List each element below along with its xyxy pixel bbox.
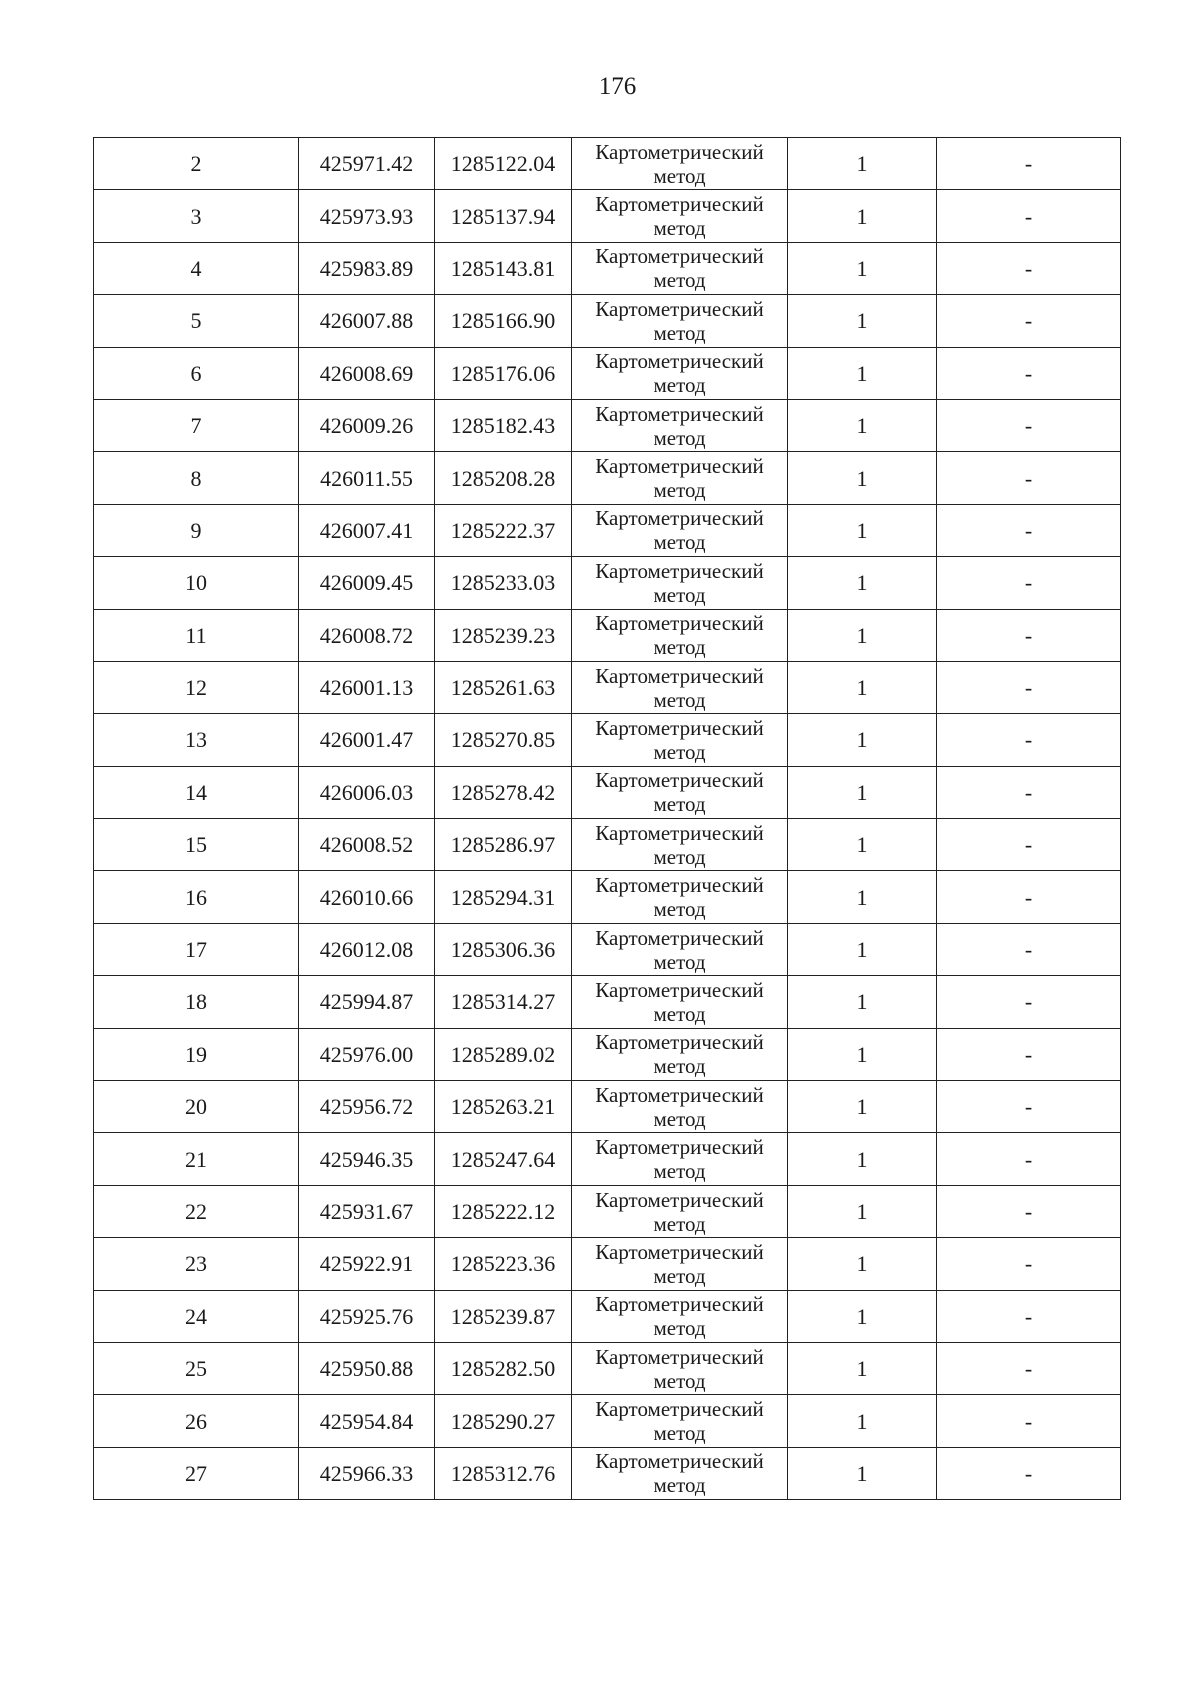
y-coordinate-cell: 1285222.37 (435, 504, 572, 556)
x-coordinate-cell: 425954.84 (299, 1395, 435, 1447)
x-coordinate-cell: 425956.72 (299, 1081, 435, 1133)
accuracy-cell: 1 (788, 923, 937, 975)
method-label-line2: метод (653, 530, 706, 555)
description-cell: - (937, 1238, 1121, 1290)
method-label-line2: метод (653, 1421, 706, 1446)
method-label-line2: метод (653, 425, 706, 450)
table-row (94, 819, 1121, 871)
accuracy-cell: 1 (788, 871, 937, 923)
point-number-cell: 8 (94, 452, 299, 504)
method-cell (572, 347, 788, 399)
method-cell (572, 819, 788, 871)
method-cell (572, 661, 788, 713)
x-coordinate-cell: 425983.89 (299, 242, 435, 294)
point-number-cell: 25 (94, 1342, 299, 1394)
method-label-line2: метод (653, 949, 706, 974)
point-number-cell: 14 (94, 766, 299, 818)
method-cell (572, 923, 788, 975)
point-number-cell: 22 (94, 1185, 299, 1237)
table-row (94, 976, 1121, 1028)
method-cell (572, 242, 788, 294)
method-label-line1: Картометрический (595, 192, 764, 217)
accuracy-cell: 1 (788, 976, 937, 1028)
method-cell (572, 504, 788, 556)
y-coordinate-cell: 1285294.31 (435, 871, 572, 923)
accuracy-cell: 1 (788, 399, 937, 451)
method-label-line2: метод (653, 897, 706, 922)
accuracy-cell: 1 (788, 661, 937, 713)
coordinates-table (93, 137, 1121, 1500)
description-cell: - (937, 1447, 1121, 1499)
y-coordinate-cell: 1285222.12 (435, 1185, 572, 1237)
accuracy-cell: 1 (788, 1185, 937, 1237)
accuracy-cell: 1 (788, 819, 937, 871)
description-cell: - (937, 1185, 1121, 1237)
accuracy-cell: 1 (788, 295, 937, 347)
description-cell: - (937, 242, 1121, 294)
method-label-line2: метод (653, 1368, 706, 1393)
description-cell: - (937, 399, 1121, 451)
y-coordinate-cell: 1285278.42 (435, 766, 572, 818)
method-label-line2: метод (653, 1473, 706, 1498)
method-label-line1: Картометрический (595, 977, 764, 1002)
point-number-cell: 24 (94, 1290, 299, 1342)
method-cell (572, 190, 788, 242)
method-cell (572, 1342, 788, 1394)
point-number-cell: 6 (94, 347, 299, 399)
point-number-cell: 17 (94, 923, 299, 975)
method-label-line1: Картометрический (595, 820, 764, 845)
table-row (94, 399, 1121, 451)
method-label-line1: Картометрический (595, 1292, 764, 1317)
method-cell (572, 609, 788, 661)
table-row (94, 1081, 1121, 1133)
table-row (94, 1238, 1121, 1290)
method-label-line2: метод (653, 582, 706, 607)
y-coordinate-cell: 1285239.23 (435, 609, 572, 661)
point-number-cell: 3 (94, 190, 299, 242)
y-coordinate-cell: 1285143.81 (435, 242, 572, 294)
description-cell: - (937, 190, 1121, 242)
description-cell: - (937, 661, 1121, 713)
point-number-cell: 19 (94, 1028, 299, 1080)
method-label-line1: Картометрический (595, 296, 764, 321)
description-cell: - (937, 138, 1121, 190)
accuracy-cell: 1 (788, 609, 937, 661)
point-number-cell: 26 (94, 1395, 299, 1447)
method-label-line2: метод (653, 268, 706, 293)
accuracy-cell: 1 (788, 138, 937, 190)
accuracy-cell: 1 (788, 714, 937, 766)
accuracy-cell: 1 (788, 557, 937, 609)
x-coordinate-cell: 426010.66 (299, 871, 435, 923)
method-label-line1: Картометрический (595, 139, 764, 164)
method-cell (572, 1395, 788, 1447)
accuracy-cell: 1 (788, 1028, 937, 1080)
method-label-line1: Картометрический (595, 454, 764, 479)
description-cell: - (937, 452, 1121, 504)
point-number-cell: 20 (94, 1081, 299, 1133)
table-row (94, 190, 1121, 242)
method-label-line2: метод (653, 1106, 706, 1131)
method-label-line2: метод (653, 478, 706, 503)
point-number-cell: 27 (94, 1447, 299, 1499)
method-label-line1: Картометрический (595, 401, 764, 426)
table-row (94, 242, 1121, 294)
page-number: 176 (598, 73, 637, 100)
method-label-line2: метод (653, 216, 706, 241)
method-label-line2: метод (653, 1159, 706, 1184)
y-coordinate-cell: 1285247.64 (435, 1133, 572, 1185)
method-cell (572, 399, 788, 451)
y-coordinate-cell: 1285239.87 (435, 1290, 572, 1342)
y-coordinate-cell: 1285314.27 (435, 976, 572, 1028)
method-label-line1: Картометрический (595, 244, 764, 269)
description-cell: - (937, 766, 1121, 818)
method-cell (572, 766, 788, 818)
x-coordinate-cell: 426008.52 (299, 819, 435, 871)
x-coordinate-cell: 426001.13 (299, 661, 435, 713)
y-coordinate-cell: 1285263.21 (435, 1081, 572, 1133)
method-label-line2: метод (653, 1054, 706, 1079)
point-number-cell: 9 (94, 504, 299, 556)
description-cell: - (937, 557, 1121, 609)
x-coordinate-cell: 426006.03 (299, 766, 435, 818)
method-label-line1: Картометрический (595, 715, 764, 740)
table-row (94, 138, 1121, 190)
accuracy-cell: 1 (788, 504, 937, 556)
y-coordinate-cell: 1285286.97 (435, 819, 572, 871)
method-cell (572, 1185, 788, 1237)
x-coordinate-cell: 426011.55 (299, 452, 435, 504)
x-coordinate-cell: 426001.47 (299, 714, 435, 766)
y-coordinate-cell: 1285306.36 (435, 923, 572, 975)
table-row (94, 1342, 1121, 1394)
x-coordinate-cell: 425946.35 (299, 1133, 435, 1185)
point-number-cell: 4 (94, 242, 299, 294)
accuracy-cell: 1 (788, 1290, 937, 1342)
method-label-line2: метод (653, 1316, 706, 1341)
table-row (94, 1028, 1121, 1080)
method-cell (572, 871, 788, 923)
point-number-cell: 16 (94, 871, 299, 923)
method-label-line1: Картометрический (595, 1082, 764, 1107)
method-label-line2: метод (653, 163, 706, 188)
method-cell (572, 138, 788, 190)
method-cell (572, 295, 788, 347)
method-label-line2: метод (653, 373, 706, 398)
method-label-line1: Картометрический (595, 506, 764, 531)
method-label-line1: Картометрический (595, 1135, 764, 1160)
table-row (94, 923, 1121, 975)
description-cell: - (937, 1290, 1121, 1342)
method-label-line1: Картометрический (595, 1187, 764, 1212)
description-cell: - (937, 1028, 1121, 1080)
table-row (94, 557, 1121, 609)
description-cell: - (937, 504, 1121, 556)
description-cell: - (937, 976, 1121, 1028)
table-row (94, 347, 1121, 399)
method-label-line1: Картометрический (595, 663, 764, 688)
table-row (94, 452, 1121, 504)
y-coordinate-cell: 1285166.90 (435, 295, 572, 347)
point-number-cell: 10 (94, 557, 299, 609)
method-label-line1: Картометрический (595, 873, 764, 898)
y-coordinate-cell: 1285233.03 (435, 557, 572, 609)
accuracy-cell: 1 (788, 1447, 937, 1499)
y-coordinate-cell: 1285223.36 (435, 1238, 572, 1290)
table-row (94, 1395, 1121, 1447)
method-label-line2: метод (653, 792, 706, 817)
x-coordinate-cell: 425931.67 (299, 1185, 435, 1237)
description-cell: - (937, 609, 1121, 661)
description-cell: - (937, 1342, 1121, 1394)
x-coordinate-cell: 425994.87 (299, 976, 435, 1028)
table-row (94, 295, 1121, 347)
method-cell (572, 1447, 788, 1499)
point-number-cell: 11 (94, 609, 299, 661)
method-cell (572, 976, 788, 1028)
x-coordinate-cell: 426007.41 (299, 504, 435, 556)
x-coordinate-cell: 426012.08 (299, 923, 435, 975)
accuracy-cell: 1 (788, 1395, 937, 1447)
point-number-cell: 18 (94, 976, 299, 1028)
point-number-cell: 5 (94, 295, 299, 347)
method-label-line1: Картометрический (595, 558, 764, 583)
table-row (94, 1290, 1121, 1342)
method-cell (572, 557, 788, 609)
method-label-line1: Картометрический (595, 1344, 764, 1369)
point-number-cell: 15 (94, 819, 299, 871)
method-label-line1: Картометрический (595, 1449, 764, 1474)
method-label-line1: Картометрический (595, 349, 764, 374)
accuracy-cell: 1 (788, 1342, 937, 1394)
description-cell: - (937, 714, 1121, 766)
point-number-cell: 23 (94, 1238, 299, 1290)
accuracy-cell: 1 (788, 242, 937, 294)
method-cell (572, 1028, 788, 1080)
method-cell (572, 452, 788, 504)
y-coordinate-cell: 1285312.76 (435, 1447, 572, 1499)
method-label-line2: метод (653, 635, 706, 660)
accuracy-cell: 1 (788, 190, 937, 242)
point-number-cell: 21 (94, 1133, 299, 1185)
description-cell: - (937, 871, 1121, 923)
y-coordinate-cell: 1285289.02 (435, 1028, 572, 1080)
point-number-cell: 7 (94, 399, 299, 451)
y-coordinate-cell: 1285122.04 (435, 138, 572, 190)
method-label-line2: метод (653, 1263, 706, 1288)
description-cell: - (937, 923, 1121, 975)
method-label-line1: Картометрический (595, 768, 764, 793)
table-row (94, 766, 1121, 818)
method-label-line2: метод (653, 739, 706, 764)
method-cell (572, 714, 788, 766)
x-coordinate-cell: 426007.88 (299, 295, 435, 347)
description-cell: - (937, 1395, 1121, 1447)
method-label-line2: метод (653, 844, 706, 869)
table-row (94, 504, 1121, 556)
x-coordinate-cell: 426008.69 (299, 347, 435, 399)
table-row (94, 714, 1121, 766)
table-row (94, 871, 1121, 923)
method-label-line2: метод (653, 1211, 706, 1236)
accuracy-cell: 1 (788, 1238, 937, 1290)
accuracy-cell: 1 (788, 347, 937, 399)
method-cell (572, 1133, 788, 1185)
x-coordinate-cell: 426008.72 (299, 609, 435, 661)
y-coordinate-cell: 1285261.63 (435, 661, 572, 713)
table-row (94, 1447, 1121, 1499)
table-body (94, 138, 1121, 1500)
method-cell (572, 1238, 788, 1290)
x-coordinate-cell: 426009.26 (299, 399, 435, 451)
method-label-line1: Картометрический (595, 925, 764, 950)
table-row (94, 1185, 1121, 1237)
table-row (94, 609, 1121, 661)
description-cell: - (937, 295, 1121, 347)
y-coordinate-cell: 1285282.50 (435, 1342, 572, 1394)
method-label-line2: метод (653, 320, 706, 345)
accuracy-cell: 1 (788, 766, 937, 818)
point-number-cell: 13 (94, 714, 299, 766)
description-cell: - (937, 347, 1121, 399)
table-row (94, 661, 1121, 713)
x-coordinate-cell: 425950.88 (299, 1342, 435, 1394)
description-cell: - (937, 819, 1121, 871)
point-number-cell: 2 (94, 138, 299, 190)
y-coordinate-cell: 1285137.94 (435, 190, 572, 242)
accuracy-cell: 1 (788, 452, 937, 504)
method-cell (572, 1081, 788, 1133)
method-label-line1: Картометрический (595, 611, 764, 636)
x-coordinate-cell: 425973.93 (299, 190, 435, 242)
point-number-cell: 12 (94, 661, 299, 713)
description-cell: - (937, 1081, 1121, 1133)
x-coordinate-cell: 425925.76 (299, 1290, 435, 1342)
x-coordinate-cell: 425966.33 (299, 1447, 435, 1499)
x-coordinate-cell: 425922.91 (299, 1238, 435, 1290)
method-label-line1: Картометрический (595, 1030, 764, 1055)
y-coordinate-cell: 1285270.85 (435, 714, 572, 766)
method-cell (572, 1290, 788, 1342)
accuracy-cell: 1 (788, 1133, 937, 1185)
method-label-line2: метод (653, 1001, 706, 1026)
x-coordinate-cell: 425976.00 (299, 1028, 435, 1080)
y-coordinate-cell: 1285290.27 (435, 1395, 572, 1447)
table-row (94, 1133, 1121, 1185)
y-coordinate-cell: 1285208.28 (435, 452, 572, 504)
method-label-line1: Картометрический (595, 1397, 764, 1422)
x-coordinate-cell: 425971.42 (299, 138, 435, 190)
x-coordinate-cell: 426009.45 (299, 557, 435, 609)
description-cell: - (937, 1133, 1121, 1185)
y-coordinate-cell: 1285176.06 (435, 347, 572, 399)
accuracy-cell: 1 (788, 1081, 937, 1133)
method-label-line1: Картометрический (595, 1239, 764, 1264)
y-coordinate-cell: 1285182.43 (435, 399, 572, 451)
method-label-line2: метод (653, 687, 706, 712)
